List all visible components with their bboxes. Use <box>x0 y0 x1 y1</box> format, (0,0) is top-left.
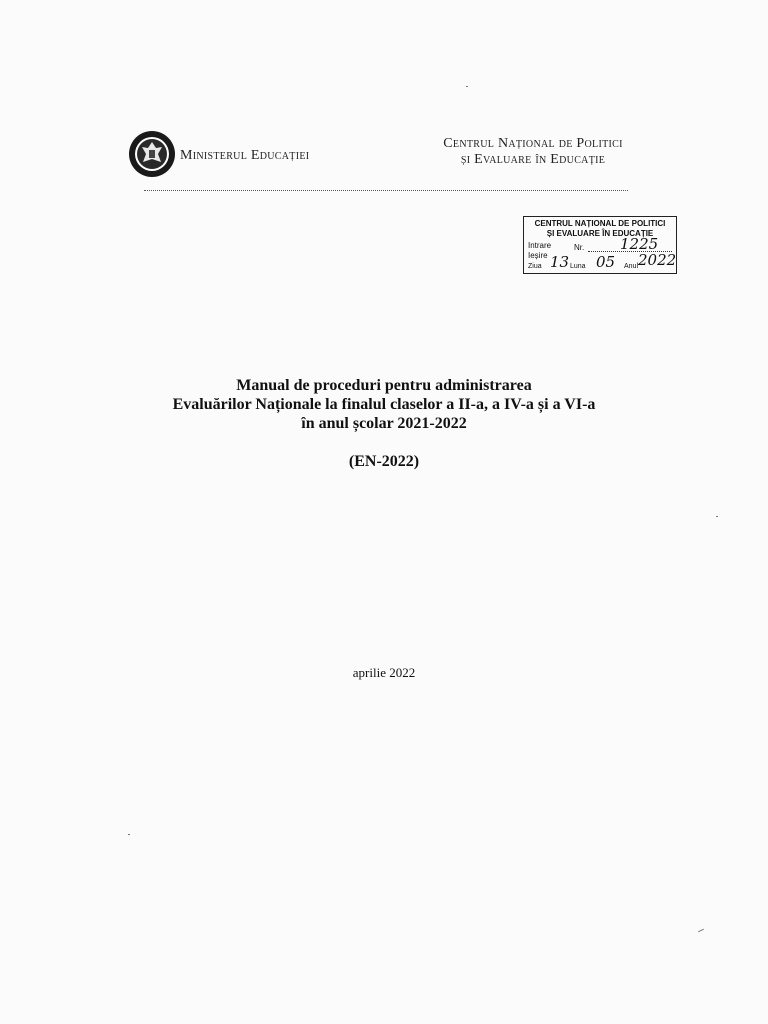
stamp-nr-label: Nr. <box>574 243 585 252</box>
center-name-line1: Centrul Național de Politici <box>443 136 623 151</box>
document-header <box>128 128 638 198</box>
scan-speck <box>698 929 704 932</box>
document-date: aprilie 2022 <box>352 665 416 680</box>
title-line2: Evaluărilor Naționale la finalul claselor a II-a, a IV-a și a VI-a <box>172 396 596 413</box>
header-divider <box>144 190 628 191</box>
stamp-zi-value: 13 <box>550 253 570 271</box>
stamp-anul-value: 2022 <box>638 251 677 269</box>
stamp-luna-label: Luna <box>570 263 586 270</box>
document-title <box>84 376 684 433</box>
center-name-line2: și Evaluare în Educație <box>460 152 606 167</box>
stamp-title-line1: CENTRUL NAȚIONAL DE POLITICI <box>534 219 666 228</box>
title-line1: Manual de proceduri pentru administrarea <box>236 377 532 394</box>
stamp-iesire-label: Ieșire <box>528 251 548 260</box>
stamp-title-line2: ȘI EVALUARE ÎN EDUCAȚIE <box>546 229 654 238</box>
stamp-zi-label: Ziua <box>528 263 542 270</box>
scan-speck <box>716 516 718 517</box>
title-line3: în anul școlar 2021-2022 <box>301 415 467 432</box>
document-code: (EN-2022) <box>348 453 420 470</box>
stamp-nr-value: 1225 <box>620 235 659 253</box>
scan-speck <box>128 834 130 835</box>
stamp-intrare-label: Intrare <box>528 241 552 250</box>
stamp-anul-label: Anul <box>624 263 639 270</box>
ministry-name: Ministerul Educației <box>180 148 310 163</box>
coat-of-arms-logo <box>128 130 176 178</box>
registration-stamp <box>523 216 677 274</box>
stamp-luna-value: 05 <box>596 253 616 271</box>
scan-speck <box>466 86 468 87</box>
center-name <box>428 136 638 168</box>
